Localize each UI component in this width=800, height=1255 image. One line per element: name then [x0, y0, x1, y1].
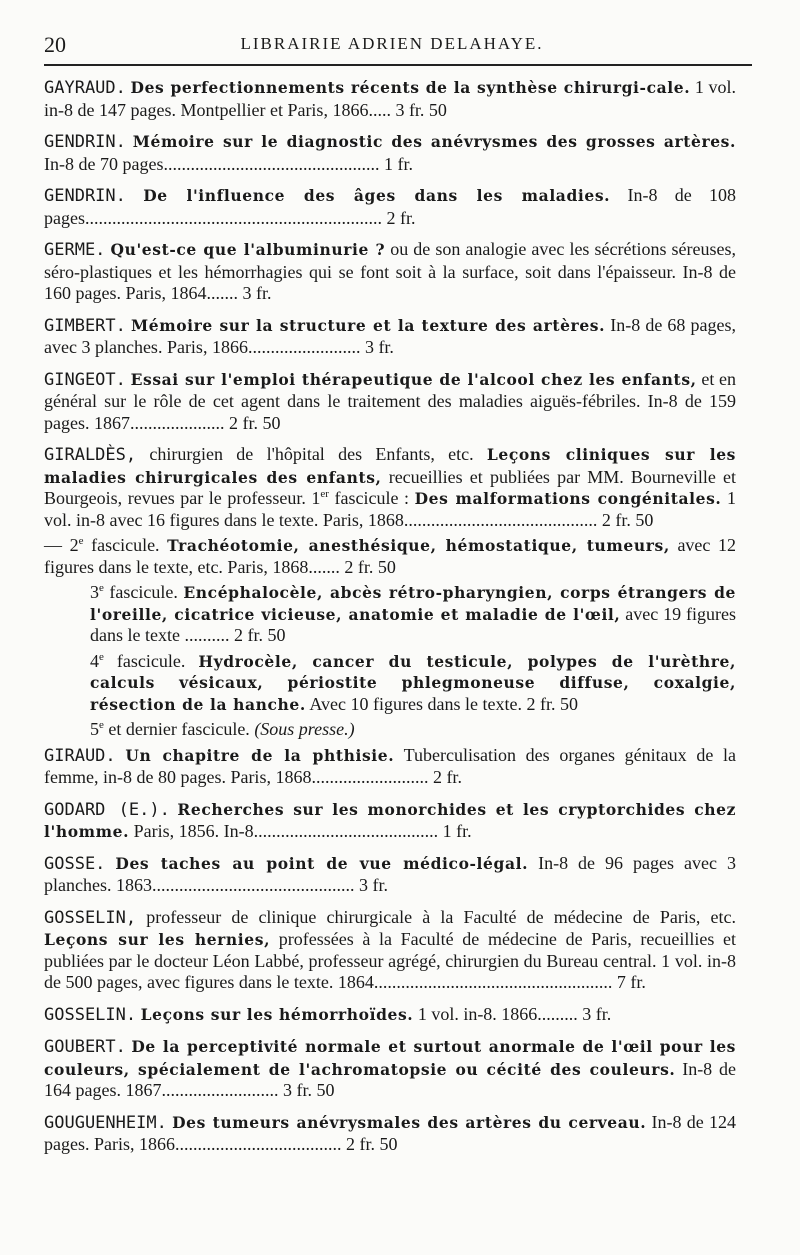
- entry-author: GENDRIN.: [44, 132, 126, 152]
- entry-details: ou de son analogie avec les sécrétions séreuses, séro-plastiques et les hémorrhagies qui se font soit à la surface, soit dans l'épaisseur. In-8 de 160 pages. Paris, 1864....... 3 fr.: [44, 239, 736, 303]
- catalog-entry: [44, 907, 736, 994]
- catalog-entry: [44, 853, 736, 897]
- ordinal-suffix: e: [99, 582, 104, 594]
- entry-author: GOUBERT.: [44, 1037, 126, 1057]
- catalog-entry: [44, 1004, 736, 1027]
- entry-details: In-8 de 68 pages, avec 3 planches. Paris, 1866......................... 3 fr.: [44, 314, 737, 357]
- entry-author: GODARD (E.).: [44, 799, 170, 820]
- entry-details: avec 19 figures dans le texte .......... 2 fr. 50: [90, 603, 737, 645]
- entry-title: De la perceptivité normale et surtout anormale de l'œil pour les couleurs, spécialement de l'achromatopsie ou cécité des couleurs.: [44, 1037, 736, 1079]
- entry-title: De l'influence des âges dans les maladies.: [143, 186, 611, 205]
- catalog-entry: [44, 799, 736, 843]
- entry-details: professeur de clinique chirurgicale à la Faculté de médecine de Paris, etc.: [136, 906, 736, 927]
- entry-title: Trachéotomie, anesthésique, hémostatique, tumeurs,: [167, 536, 670, 555]
- catalog-entry: [44, 444, 736, 531]
- running-title: LIBRAIRIE ADRIEN DELAHAYE.: [240, 34, 544, 53]
- entry-author: GAYRAUD.: [44, 78, 126, 98]
- entry-title: Hydrocèle, cancer du testicule, polypes de l'urèthre, calculs vésicaux, périostite phlegmoneuse diffuse, coxalgie, résection de la hanche.: [90, 651, 736, 714]
- entry-author: GOSSE.: [44, 853, 106, 874]
- entry-author: GIRAUD.: [44, 745, 116, 766]
- catalog-entry: [44, 77, 736, 121]
- entry-title: Leçons cliniques sur les maladies chirurgicales des enfants,: [44, 445, 736, 487]
- catalog-entry: [44, 745, 736, 789]
- catalog-entry: [44, 1036, 736, 1102]
- catalog-entry: [44, 719, 736, 741]
- entry-title: Recherches sur les monorchides et les cryptorchides chez l'homme.: [44, 799, 736, 841]
- entry-title: Essai sur l'emploi thérapeutique de l'alcool chez les enfants,: [130, 369, 697, 389]
- entry-details: Avec 10 figures dans le texte. 2 fr. 50: [305, 693, 578, 714]
- page-number: 20: [44, 32, 66, 57]
- entry-details: 1 vol. in-8. 1866......... 3 fr.: [413, 1003, 612, 1024]
- entry-details: professées à la Faculté de médecine de Paris, recueillies et publiées par le docteur Léon Labbé, professeur agrégé, chirurgien du Bureau central. 1 vol. in-8 de 500 pages, avec figures dans le texte. 1864..................................................... 7 fr.: [44, 929, 736, 992]
- entry-title: Encéphalocèle, abcès rétro-pharyngien, corps étrangers de l'oreille, cicatrice vicieuse, anatomie et maladie de l'œil,: [90, 583, 736, 624]
- entry-details: fascicule.: [83, 535, 168, 555]
- entry-author: GINGEOT.: [44, 369, 126, 390]
- entry-title: Leçons sur les hernies,: [44, 930, 271, 949]
- header-rule: [44, 64, 752, 66]
- entry-details: et dernier fascicule.: [103, 719, 255, 739]
- entry-title: Des tumeurs anévrysmales des artères du cerveau.: [172, 1112, 647, 1132]
- entry-details: 1 vol. in-8 avec 16 figures dans le texte. Paris, 1868........................................... 2 fr. 50: [44, 488, 736, 530]
- entry-note: (Sous presse.): [254, 719, 355, 739]
- entry-details: In-8 de 70 pages................................................ 1 fr.: [44, 153, 413, 174]
- entry-title: Des perfectionnements récents de la synthèse chirurgi-cale.: [130, 78, 691, 97]
- entry-author: GENDRIN.: [44, 186, 126, 206]
- entry-details: chirurgien de l'hôpital des Enfants, etc.: [136, 444, 487, 464]
- entry-author: GOUGUENHEIM.: [44, 1112, 167, 1133]
- entry-subtitle: Des malformations congénitales.: [414, 489, 722, 508]
- catalog-entry: [44, 369, 736, 435]
- catalog-entries: [44, 77, 736, 1166]
- entry-title: Qu'est-ce que l'albuminurie ?: [110, 240, 386, 259]
- entry-details: avec 12 figures dans le texte, etc. Paris, 1868....... 2 fr. 50: [44, 535, 737, 577]
- ordinal-suffix: e: [99, 650, 104, 663]
- page-header: [44, 32, 740, 62]
- catalog-entry: [44, 651, 736, 716]
- entry-details: fascicule.: [103, 650, 199, 671]
- fascicle-number: — 2: [44, 535, 79, 555]
- entry-details: In-8 de 108 pages.................................................................. 2 fr.: [44, 185, 737, 228]
- catalog-entry: [44, 1112, 736, 1156]
- entry-details: et en général sur le rôle de cet agent dans le traitement des maladies aiguës-fébriles. In-8 de 159 pages. 1867..................... 2 fr. 50: [44, 368, 736, 433]
- catalog-entry: [44, 131, 736, 175]
- entry-title: Mémoire sur la structure et la texture des artères.: [131, 315, 606, 335]
- ordinal-suffix: e: [78, 535, 84, 547]
- entry-details: recueillies et publiées par MM. Bourneville et Bourgeois, revues par le professeur. 1: [44, 466, 737, 508]
- entry-details: Tuberculisation des organes génitaux de la femme, in-8 de 80 pages. Paris, 1868.......................... 2 fr.: [44, 744, 736, 787]
- ordinal-suffix: e: [99, 719, 104, 731]
- entry-title: Un chapitre de la phthisie.: [125, 745, 395, 765]
- catalog-entry: [44, 582, 736, 647]
- entry-title: Mémoire sur le diagnostic des anévrysmes des grosses artères.: [132, 132, 737, 151]
- ordinal-suffix: er: [320, 488, 329, 500]
- fascicle-number: 4: [90, 650, 99, 671]
- entry-author: GOSSELIN,: [44, 907, 137, 928]
- entry-details: fascicule.: [103, 582, 184, 602]
- entry-author: GERME.: [44, 240, 106, 260]
- entry-details: 1 vol. in-8 de 147 pages. Montpellier et Paris, 1866..... 3 fr. 50: [44, 77, 736, 120]
- entry-author: GOSSELIN.: [44, 1004, 137, 1025]
- entry-details: fascicule :: [328, 488, 415, 508]
- catalog-entry: [44, 535, 736, 578]
- entry-title: Leçons sur les hémorrhoïdes.: [140, 1004, 414, 1024]
- fascicle-number: 5: [90, 719, 99, 739]
- catalog-entry: [44, 239, 736, 305]
- entry-details: In-8 de 96 pages avec 3 planches. 1863............................................. 3 fr.: [44, 852, 736, 895]
- fascicle-number: 3: [90, 582, 99, 602]
- entry-author: GIRALDÈS,: [44, 445, 137, 465]
- catalog-entry: [44, 185, 736, 229]
- entry-details: In-8 de 124 pages. Paris, 1866..................................... 2 fr. 50: [44, 1111, 736, 1154]
- catalog-entry: [44, 315, 736, 359]
- entry-details: In-8 de 164 pages. 1867.......................... 3 fr. 50: [44, 1058, 736, 1100]
- entry-details: Paris, 1856. In-8......................................... 1 fr.: [129, 821, 472, 841]
- entry-author: GIMBERT.: [44, 315, 126, 336]
- entry-title: Des taches au point de vue médico-légal.: [115, 853, 529, 873]
